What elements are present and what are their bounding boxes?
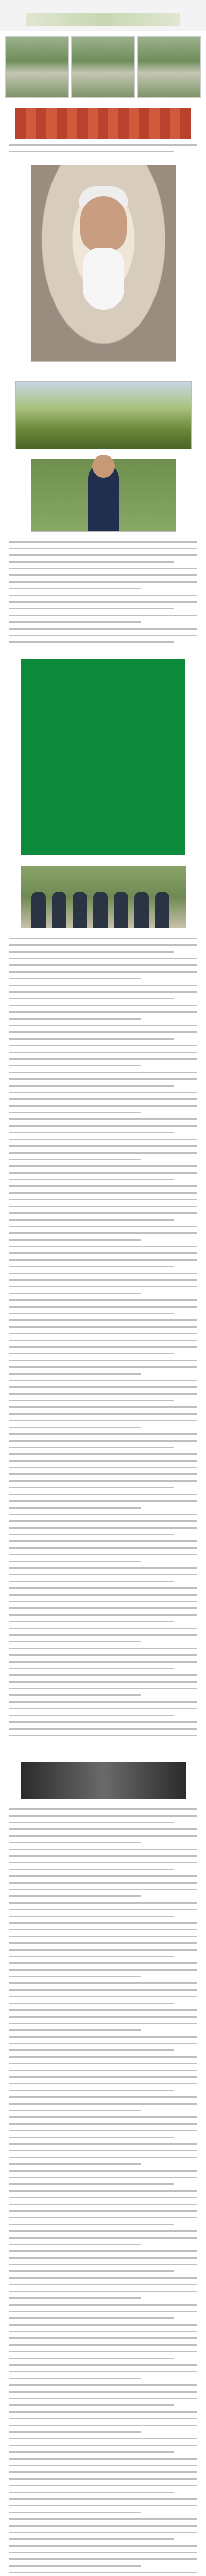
text-line [9, 1306, 197, 1308]
text-line [9, 1440, 197, 1442]
text-line [9, 144, 197, 146]
text-line [9, 1212, 197, 1214]
group-person [73, 892, 87, 928]
text-line [9, 1654, 197, 1656]
text-line [9, 1065, 141, 1066]
text-line [9, 1661, 197, 1663]
text-line [9, 2458, 197, 2460]
text-line [9, 1393, 197, 1395]
text-line [9, 1500, 197, 1502]
text-line [9, 1936, 197, 1937]
text-line [9, 1125, 197, 1127]
text-line [9, 2029, 141, 2031]
text-paragraph [9, 2478, 197, 2576]
text-line [9, 2525, 197, 2527]
text-line [9, 2036, 197, 2038]
text-line [9, 2043, 197, 2044]
text-line [9, 2297, 141, 2299]
text-line [9, 1219, 174, 1221]
text-line [9, 2070, 197, 2071]
text-line [9, 151, 174, 152]
text-line [9, 1058, 197, 1060]
text-line [9, 1855, 197, 1857]
landscape-photo [71, 36, 135, 98]
text-line [9, 1835, 197, 1837]
text-line [9, 1574, 197, 1575]
text-line [9, 1527, 197, 1529]
text-line [9, 2431, 141, 2433]
text-line [9, 2364, 197, 2366]
text-line [9, 2331, 197, 2332]
text-paragraph [9, 1340, 197, 1473]
text-line [9, 1808, 197, 1810]
text-line [9, 2552, 197, 2553]
text-line [9, 1118, 197, 1120]
text-line [9, 2103, 197, 2105]
text-line [9, 1621, 174, 1622]
text-paragraph [9, 2210, 197, 2344]
text-line [9, 1346, 197, 1348]
text-line [9, 1246, 197, 1247]
header-area [0, 0, 206, 31]
text-line [9, 1453, 197, 1455]
text-line [9, 958, 197, 959]
text-line [9, 1822, 174, 1823]
text-line [9, 1922, 197, 1924]
text-line [9, 1715, 174, 1716]
text-line [9, 2425, 197, 2426]
text-paragraph [9, 2344, 197, 2478]
text-line [9, 2492, 174, 2493]
text-line [9, 1969, 197, 1971]
text-line [9, 1828, 197, 1830]
text-line [9, 985, 197, 986]
text-line [9, 2137, 174, 2138]
group-person [93, 892, 108, 928]
text-paragraph [9, 1808, 197, 1942]
text-line [9, 2210, 197, 2212]
text-line [9, 1989, 197, 1991]
text-paragraph [9, 1473, 197, 1607]
text-line [9, 2451, 174, 2453]
text-line [9, 1982, 197, 1984]
text-line [9, 595, 197, 596]
text-line [9, 2250, 197, 2252]
text-line [9, 2204, 197, 2205]
text-line [9, 2505, 197, 2506]
text-line [9, 1641, 141, 1642]
text-paragraph [9, 144, 197, 158]
text-line [9, 628, 197, 630]
text-paragraph [9, 1942, 197, 2076]
text-line [9, 1427, 141, 1428]
text-line [9, 581, 197, 583]
text-line [9, 641, 174, 643]
text-line [9, 1909, 197, 1910]
text-line [9, 1882, 197, 1884]
text-line [9, 621, 141, 623]
text-line [9, 2344, 197, 2346]
text-line [9, 2023, 197, 2024]
text-line [9, 1025, 197, 1026]
text-line [9, 1688, 197, 1689]
text-line [9, 1340, 197, 1341]
text-line [9, 1701, 197, 1703]
text-line [9, 1018, 141, 1020]
text-line [9, 1239, 141, 1241]
text-line [9, 1473, 197, 1475]
landscape-photo [5, 36, 69, 98]
text-line [9, 1460, 197, 1462]
poster-strip [15, 108, 191, 139]
portrait-face [80, 196, 127, 253]
text-line [9, 2049, 174, 2051]
text-line [9, 2545, 197, 2547]
text-line [9, 1889, 197, 1890]
text-line [9, 1139, 197, 1140]
text-line [9, 2009, 197, 2011]
group-photo [21, 866, 186, 928]
text-line [9, 1668, 174, 1669]
text-line [9, 1587, 197, 1589]
text-paragraph [9, 1206, 197, 1340]
text-line [9, 1386, 197, 1388]
text-line [9, 1534, 174, 1535]
landscape-photo [137, 36, 201, 98]
text-line [9, 1152, 197, 1154]
text-line [9, 1956, 174, 1957]
text-line [9, 1942, 197, 1944]
text-line [9, 2371, 197, 2372]
text-line [9, 1366, 197, 1368]
text-line [9, 1132, 174, 1133]
text-line [9, 1373, 141, 1375]
text-line [9, 1011, 197, 1013]
association-banner [21, 659, 185, 855]
text-line [9, 1902, 197, 1904]
text-line [9, 568, 197, 569]
text-line [9, 1875, 197, 1877]
text-line [9, 1594, 197, 1596]
text-line [9, 1601, 197, 1602]
text-line [9, 2572, 197, 2573]
text-line [9, 2257, 197, 2259]
text-line [9, 1172, 197, 1174]
text-line [9, 1286, 197, 1287]
text-line [9, 1185, 197, 1187]
text-line [9, 1862, 197, 1863]
text-line [9, 1232, 197, 1234]
text-line [9, 554, 197, 556]
text-line [9, 1433, 197, 1435]
text-line [9, 1098, 197, 1100]
landscape-photo-large [15, 381, 192, 449]
text-line [9, 1413, 197, 1415]
text-line [9, 1467, 197, 1468]
text-line [9, 1293, 141, 1294]
text-line [9, 2090, 174, 2091]
text-line [9, 1105, 197, 1107]
text-line [9, 971, 197, 973]
text-line [9, 2532, 197, 2533]
text-line [9, 2123, 197, 2125]
text-line [9, 2163, 141, 2165]
group-person [52, 892, 66, 928]
text-line [9, 998, 174, 999]
text-line [9, 2183, 174, 2185]
text-line [9, 2110, 141, 2111]
text-paragraph [9, 2076, 197, 2210]
text-line [9, 1842, 141, 1843]
text-line [9, 2143, 197, 2145]
text-line [9, 2224, 174, 2225]
text-line [9, 2398, 197, 2399]
text-line [9, 1567, 197, 1569]
group-person [31, 892, 46, 928]
text-line [9, 2197, 197, 2198]
text-line [9, 1728, 197, 1730]
group-person [134, 892, 149, 928]
text-line [9, 1735, 197, 1736]
text-line [9, 2170, 197, 2172]
text-line [9, 2378, 141, 2379]
text-line [9, 1092, 197, 1093]
text-line [9, 2404, 174, 2406]
text-line [9, 1520, 197, 1522]
text-line [9, 1494, 197, 1495]
group-person [155, 892, 169, 928]
text-line [9, 978, 141, 979]
text-line [9, 1540, 197, 1542]
text-line [9, 1199, 197, 1200]
text-line [9, 1554, 197, 1555]
text-line [9, 1078, 197, 1080]
text-line [9, 2465, 197, 2466]
text-line [9, 1480, 197, 1482]
text-line [9, 2445, 197, 2446]
text-line [9, 1561, 141, 1562]
text-line [9, 541, 197, 543]
text-line [9, 1815, 197, 1817]
text-line [9, 1252, 197, 1254]
text-line [9, 2277, 197, 2279]
text-line [9, 1052, 197, 1053]
text-line [9, 1721, 197, 1723]
text-line [9, 1299, 197, 1301]
text-line [9, 944, 197, 946]
text-line [9, 2016, 197, 2018]
text-line [9, 1273, 197, 1274]
text-paragraph [9, 1072, 197, 1206]
text-line [9, 2411, 197, 2413]
person-photo [31, 459, 176, 532]
text-line [9, 2056, 197, 2058]
text-line [9, 1674, 197, 1676]
text-line [9, 2324, 197, 2326]
text-line [9, 548, 197, 549]
text-paragraph [9, 938, 197, 1072]
text-line [9, 2150, 197, 2151]
text-line [9, 574, 197, 576]
text-line [9, 1976, 141, 1977]
text-line [9, 2237, 197, 2239]
text-line [9, 2083, 197, 2084]
text-line [9, 1112, 141, 1113]
text-line [9, 2558, 197, 2560]
text-line [9, 1487, 174, 1488]
text-line [9, 1145, 197, 1147]
text-line [9, 964, 197, 966]
text-line [9, 1949, 197, 1951]
text-line [9, 1708, 197, 1709]
text-line [9, 2478, 197, 2480]
text-line [9, 1333, 197, 1334]
text-line [9, 2244, 141, 2245]
text-line [9, 2270, 174, 2272]
text-line [9, 635, 197, 636]
text-line [9, 2471, 197, 2473]
text-line [9, 1614, 197, 1616]
text-line [9, 2284, 197, 2285]
landscape-photos [5, 36, 201, 98]
text-line [9, 2291, 197, 2292]
text-line [9, 2063, 197, 2064]
text-line [9, 1313, 174, 1314]
text-line [9, 1279, 197, 1281]
text-line [9, 1420, 197, 1421]
text-line [9, 1447, 174, 1448]
text-line [9, 2157, 197, 2158]
text-line [9, 1380, 197, 1381]
text-line [9, 1628, 197, 1629]
text-line [9, 1869, 174, 1870]
text-line [9, 2116, 197, 2118]
text-line [9, 938, 197, 939]
text-line [9, 2304, 197, 2306]
text-line [9, 1916, 174, 1917]
text-line [9, 2230, 197, 2232]
text-line [9, 1634, 197, 1636]
text-line [9, 608, 174, 609]
text-line [9, 2358, 174, 2359]
text-line [9, 2351, 197, 2352]
text-line [9, 2130, 197, 2131]
text-line [9, 1406, 197, 1408]
text-line [9, 1360, 197, 1361]
text-line [9, 2438, 197, 2439]
text-line [9, 1266, 174, 1267]
group-person [114, 892, 128, 928]
text-line [9, 1895, 141, 1897]
text-line [9, 2264, 197, 2265]
text-line [9, 1581, 174, 1582]
text-line [9, 1648, 197, 1649]
text-line [9, 2217, 197, 2218]
text-line [9, 1031, 197, 1033]
text-line [9, 1400, 174, 1401]
text-line [9, 1996, 197, 1997]
text-line [9, 2485, 197, 2486]
text-line [9, 588, 141, 589]
text-line [9, 951, 174, 953]
text-line [9, 1072, 197, 1073]
text-line [9, 1045, 197, 1046]
text-line [9, 561, 174, 563]
text-line [9, 2003, 174, 2004]
text-line [9, 1226, 197, 1227]
text-line [9, 1319, 197, 1321]
text-paragraph [9, 541, 197, 648]
decorative-banner [26, 13, 180, 26]
text-line [9, 1165, 197, 1167]
text-line [9, 2418, 197, 2419]
dark-screenshot [21, 1762, 186, 1799]
text-line [9, 1005, 197, 1006]
text-line [9, 1607, 197, 1609]
text-line [9, 1085, 174, 1087]
text-line [9, 1849, 197, 1850]
text-line [9, 2538, 174, 2540]
text-line [9, 2384, 197, 2386]
text-line [9, 2096, 197, 2098]
text-line [9, 1929, 197, 1930]
text-line [9, 1547, 197, 1549]
text-line [9, 991, 197, 993]
text-line [9, 1192, 197, 1194]
text-line [9, 1259, 197, 1261]
text-line [9, 2337, 197, 2339]
text-paragraph [9, 1607, 197, 1741]
text-line [9, 2317, 174, 2319]
text-line [9, 2512, 141, 2513]
elder-portrait [31, 165, 176, 362]
person-head [92, 455, 115, 478]
text-line [9, 2498, 197, 2500]
text-line [9, 2190, 197, 2192]
text-line [9, 601, 197, 603]
text-line [9, 1514, 197, 1515]
text-line [9, 1353, 174, 1354]
text-line [9, 2076, 197, 2078]
text-line [9, 1962, 197, 1964]
text-line [9, 615, 197, 616]
text-line [9, 2177, 197, 2178]
text-line [9, 1326, 197, 1328]
portrait-beard [83, 248, 124, 310]
text-line [9, 1159, 141, 1160]
text-line [9, 2518, 197, 2520]
text-line [9, 1179, 174, 1180]
text-line [9, 1206, 197, 1207]
text-line [9, 1507, 141, 1509]
text-line [9, 2565, 141, 2567]
text-line [9, 2311, 197, 2312]
text-line [9, 1681, 197, 1683]
text-line [9, 1694, 141, 1696]
text-line [9, 1038, 174, 1040]
text-line [9, 2391, 197, 2393]
